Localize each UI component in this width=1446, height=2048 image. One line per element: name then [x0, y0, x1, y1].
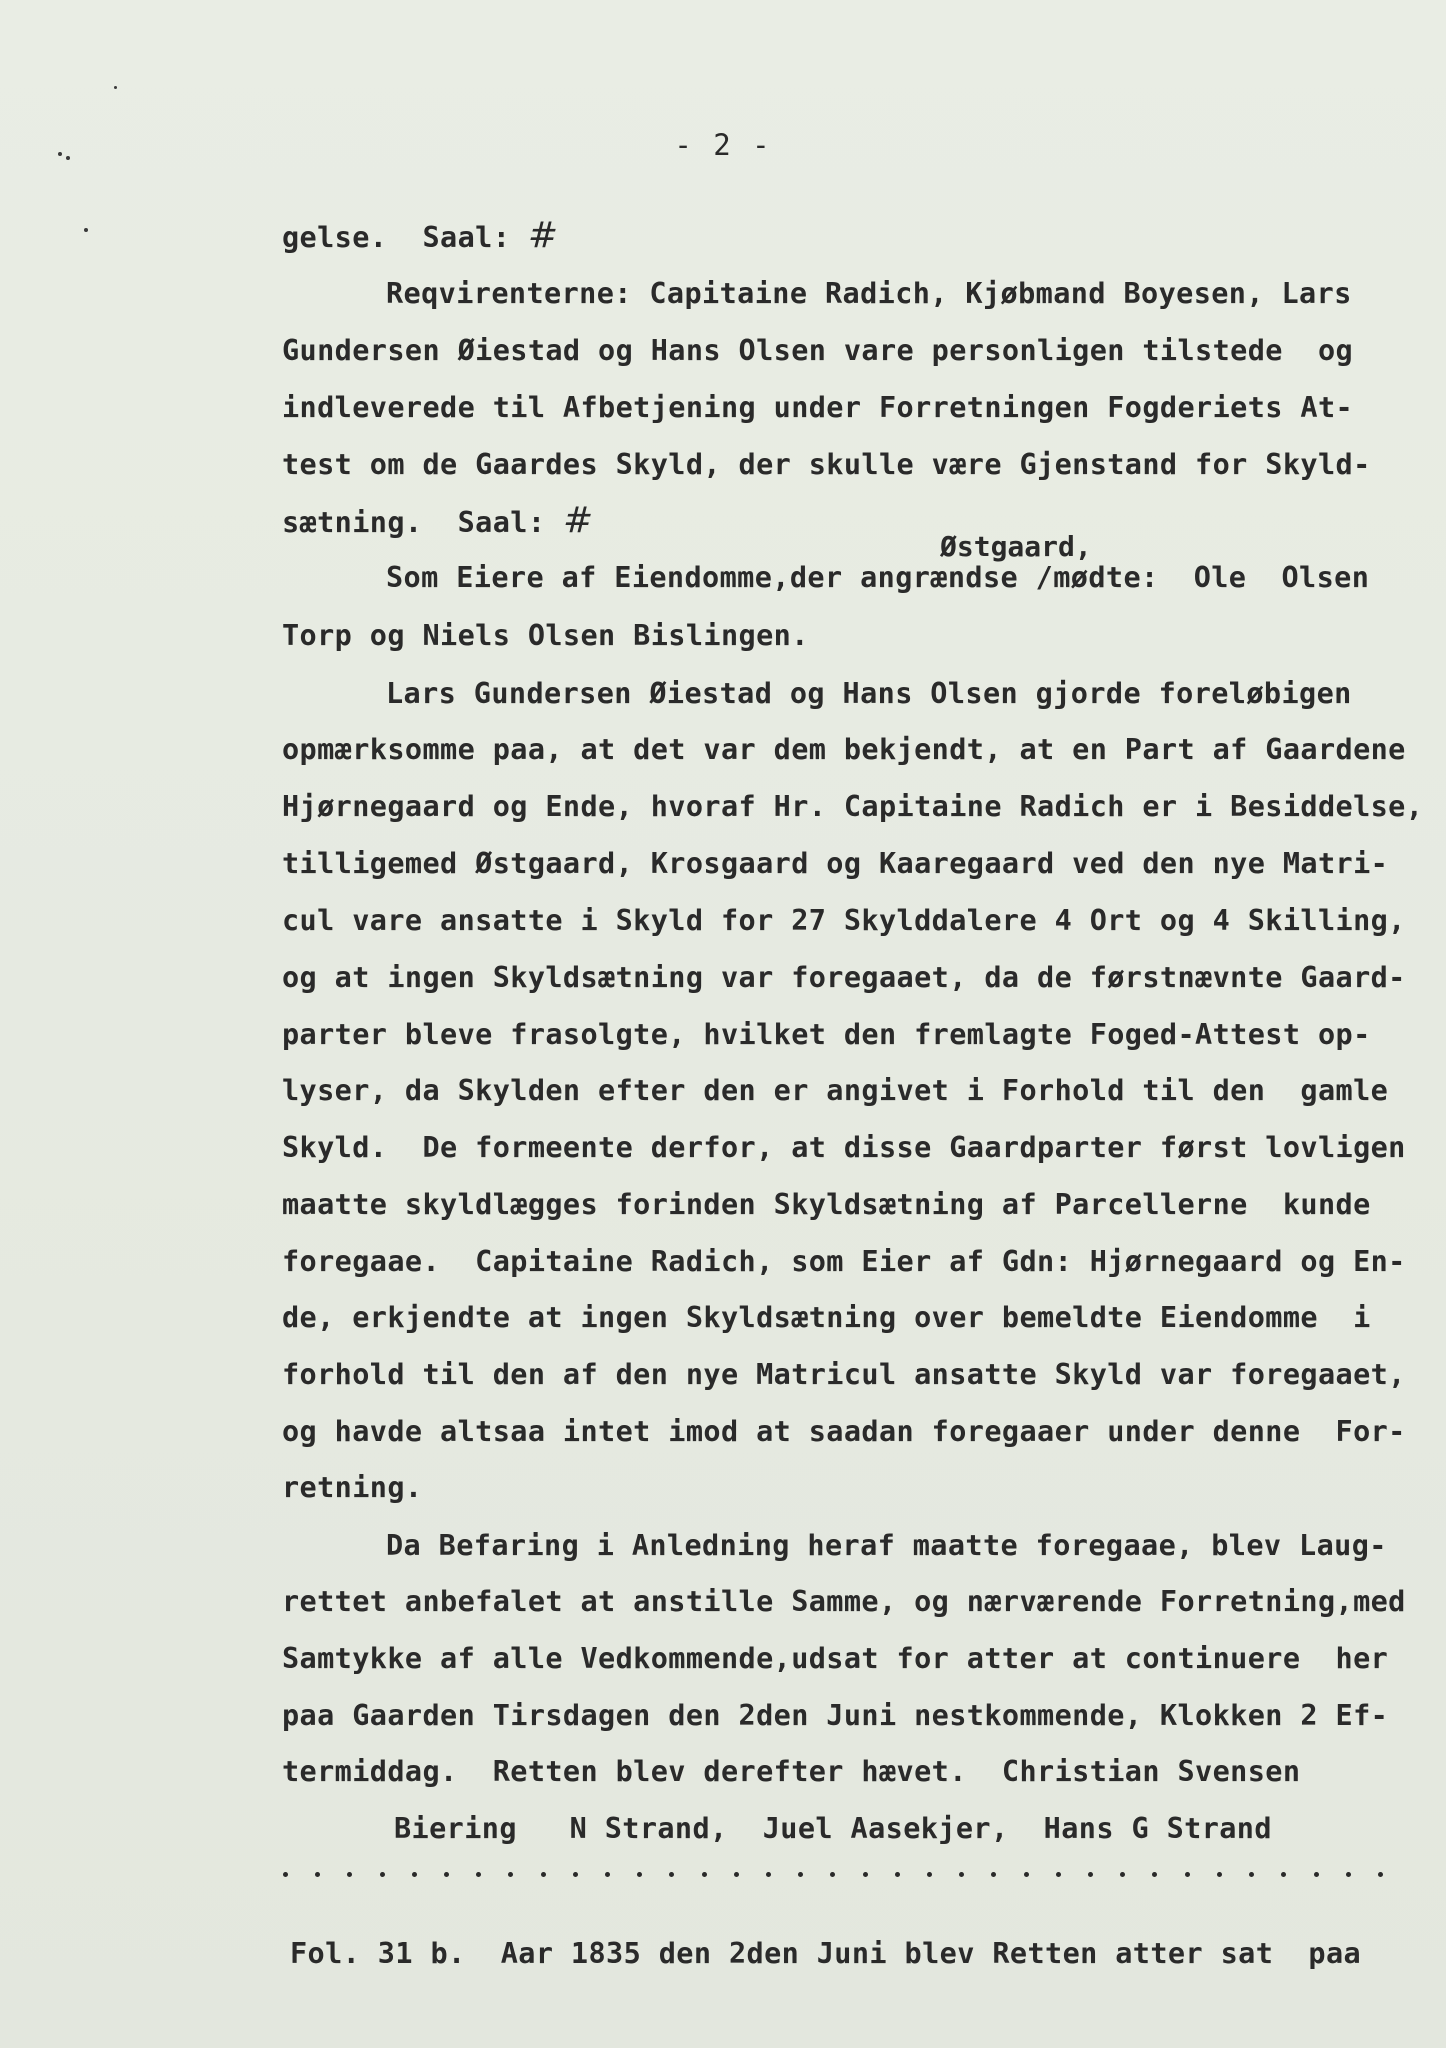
page-number: - 2 -	[674, 128, 772, 162]
line-text: sætning. Saal:	[282, 506, 563, 539]
hash-mark: #	[562, 500, 594, 541]
text-line: indleverede til Afbetjening under Forretningen Fogderiets At-	[282, 391, 1354, 424]
interlinear-insert: Østgaard,	[940, 530, 1092, 563]
text-line: de, erkjendte at ingen Skyldsætning over bemeldte Eiendomme i	[282, 1301, 1371, 1334]
text-line: Gundersen Øiestad og Hans Olsen vare personligen tilstede og	[282, 334, 1354, 367]
text-line: Lars Gundersen Øiestad og Hans Olsen gjorde foreløbigen	[386, 677, 1352, 710]
text-line: og havde altsaa intet imod at saadan foregaaer under denne For-	[282, 1415, 1406, 1448]
text-line: Hjørnegaard og Ende, hvoraf Hr. Capitaine Radich er i Besiddelse,	[282, 790, 1424, 823]
text-line: termiddag. Retten blev derefter hævet. Christian Svensen	[282, 1755, 1301, 1788]
text-line: retning.	[282, 1471, 423, 1504]
text-line: Torp og Niels Olsen Bislingen.	[282, 619, 809, 652]
text-line: maatte skyldlægges forinden Skyldsætning af Parcellerne kunde	[282, 1188, 1371, 1221]
text-line: Fol. 31 b. Aar 1835 den 2den Juni blev Retten atter sat paa	[290, 1937, 1362, 1970]
text-line: Samtykke af alle Vedkommende,udsat for atter at continuere her	[282, 1642, 1389, 1675]
hash-mark: #	[527, 215, 559, 256]
text-line: og at ingen Skyldsætning var foregaaet, da de førstnævnte Gaard-	[282, 961, 1406, 994]
text-line	[282, 500, 594, 541]
text-line	[282, 215, 559, 256]
speck-mark	[84, 228, 88, 232]
text-line: Skyld. De formeente derfor, at disse Gaardparter først lovligen	[282, 1131, 1406, 1164]
text-line: Biering N Strand, Juel Aasekjer, Hans G Strand	[394, 1812, 1272, 1845]
text-line: lyser, da Skylden efter den er angivet i Forhold til den gamle	[282, 1074, 1389, 1107]
text-line: cul vare ansatte i Skyld for 27 Skylddalere 4 Ort og 4 Skilling,	[282, 904, 1406, 937]
text-line: Da Befaring i Anledning heraf maatte foregaae, blev Laug-	[386, 1529, 1387, 1562]
text-line: tilligemed Østgaard, Krosgaard og Kaaregaard ved den nye Matri-	[282, 847, 1389, 880]
text-line: opmærksomme paa, at det var dem bekjendt, at en Part af Gaardene	[282, 733, 1406, 766]
text-line: rettet anbefalet at anstille Samme, og nærværende Forretning,med	[282, 1585, 1406, 1618]
text-line: parter bleve frasolgte, hvilket den fremlagte Foged-Attest op-	[282, 1018, 1371, 1051]
dotted-separator	[283, 1872, 1383, 1877]
text-line: foregaae. Capitaine Radich, som Eier af Gdn: Hjørnegaard og En-	[282, 1245, 1406, 1278]
text-line: Som Eiere af Eiendomme,der angrændse /mødte: Ole Olsen	[386, 561, 1370, 594]
text-line: forhold til den af den nye Matricul ansatte Skyld var foregaaet,	[282, 1358, 1406, 1391]
text-line: Reqvirenterne: Capitaine Radich, Kjøbmand Boyesen, Lars	[386, 277, 1352, 310]
text-line: test om de Gaardes Skyld, der skulle være Gjenstand for Skyld-	[282, 448, 1371, 481]
line-text: gelse. Saal:	[282, 221, 528, 254]
text-line: paa Gaarden Tirsdagen den 2den Juni nestkommende, Klokken 2 Ef-	[282, 1699, 1389, 1732]
speck-mark	[114, 86, 117, 89]
